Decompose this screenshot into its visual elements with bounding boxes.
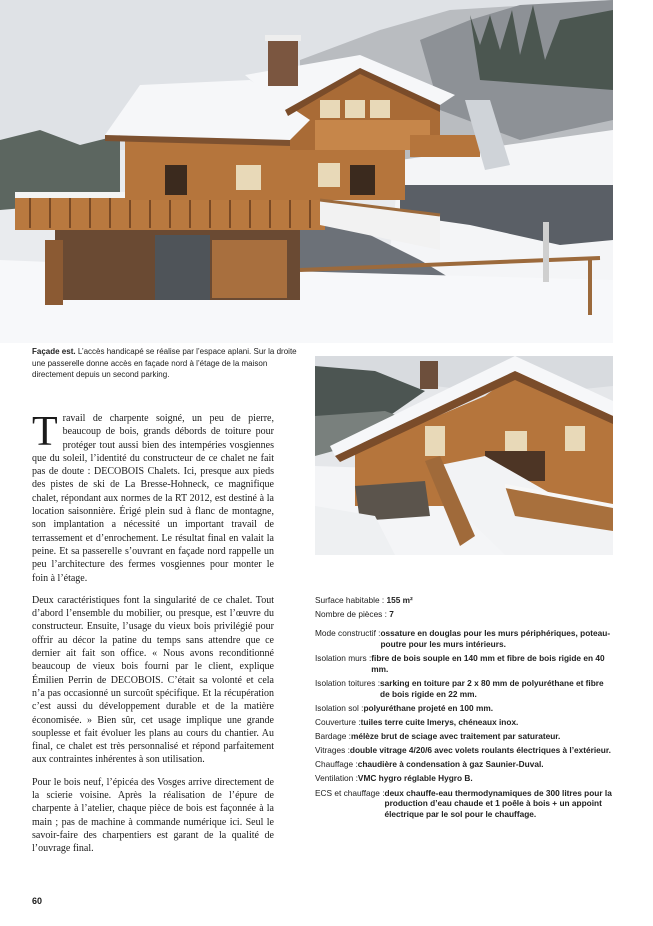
spec-cladding: Bardage : mélèze brut de sciage avec traitement par saturateur.	[315, 731, 561, 742]
spec-heating: Chauffage : chaudière à condensation à gaz Saunier-Duval.	[315, 759, 544, 770]
spec-floor-insulation: Isolation sol : polyuréthane projeté en 100 mm.	[315, 703, 493, 713]
spec-hot-water: ECS et chauffage : deux chauffe-eau thermodynamiques de 300 litres pour la production d’eau chaude et 1 poêle à bois + un appoint électrique par le sol pour le chauffage.	[315, 787, 612, 820]
spec-wall-insulation: Isolation murs : fibre de bois souple en 140 mm et fibre de bois rigide en 40 mm.	[315, 653, 605, 674]
spec-glazing: Vitrages : double vitrage 4/20/6 avec volets roulants électriques à l’extérieur.	[315, 745, 611, 756]
spec-construction: Mode constructif : ossature en douglas pour les murs périphériques, poteau-poutre pour les murs intérieurs.	[315, 628, 611, 649]
spec-roof-insulation: Isolation toitures : sarking en toiture par 2 x 80 mm de polyuréthane et fibre de bois rigide en 22 mm.	[315, 678, 604, 699]
caption-title: Façade est.	[32, 347, 76, 356]
spec-roofing: Couverture : tuiles terre cuite Imerys, chéneaux inox.	[315, 717, 519, 728]
photo-caption	[32, 346, 300, 381]
paragraph-1-text: ravail de charpente soigné, un peu de pierre, beaucoup de bois, grands débords de toiture pour protéger tout aussi bien des intempéries vosgiennes que du soleil, l’identité du constructeur de ce chalet ne fait pas de doute : DECOBOIS Chalets. Ici, presque aux pieds des pistes de ski de La Bresse-Hohneck, ce magnifique chalet, répondant aux normes de la RT 2012, est destiné à la location saisonnière. Érigé plein sud à flanc de montagne, son implantation a nécessité un important travail de terrassement et d’enrochement. Le résultat final en valait la peine. Et sa passerelle s’ouvrant en façade nord rappelle un peu l’architecture des fermes vosgiennes pour monter le foin à l’étage.	[32, 413, 274, 584]
paragraph-3: Pour le bois neuf, l’épicéa des Vosges arrive directement de la scierie voisine. Après la réalisation de l’épure de charpente à l’atelier, chaque pièce de bois est façonnée à la main ; pas de machine à commande numérique ici. Seul le savoir-faire des charpentiers est garant de la qualité de l’ouvrage final.	[32, 776, 274, 855]
paragraph-1	[32, 409, 274, 585]
chalet-east-facade-photo	[0, 0, 613, 343]
caption-text: L’accès handicapé se réalise par l’espace aplani. Sur la droite une passerelle donne accès en façade nord à l’étage de la maison directement depuis un second parking.	[32, 347, 297, 380]
page-number: 60	[32, 896, 43, 906]
spec-list	[315, 595, 615, 823]
spec-ventilation: Ventilation : VMC hygro réglable Hygro B.	[315, 773, 473, 784]
spec-rooms: Nombre de pièces : 7	[315, 609, 394, 620]
article-body	[32, 409, 274, 865]
chalet-walkway-photo	[315, 356, 613, 555]
paragraph-2: Deux caractéristiques font la singularité de ce chalet. Tout d’abord l’ensemble du mobilier, ou presque, est l’œuvre du constructeur. Ensuite, l’usage du vieux bois privilégié pour offrir au décor la patine du temps sans attendre que ce dernier ait fait son office. « Nous avons reconditionné beaucoup de vieux bois fourni par le client, explique Émilien Perrin de DECOBOIS. C’était sa volonté et cela n’a pas occasionné un surcoût spécifique. Et la récupération c’est aussi du développement durable et de la matière économisée. » Bien sûr, cet usage implique une grande souplesse et fait évoluer les plans au cours du chantier. Au final, ce chalet est très personnalisé et répond parfaitement aux contraintes inhérentes à son utilisation.	[32, 594, 274, 766]
drop-cap: T	[32, 409, 58, 455]
spec-surface: Surface habitable : 155 m²	[315, 595, 413, 605]
